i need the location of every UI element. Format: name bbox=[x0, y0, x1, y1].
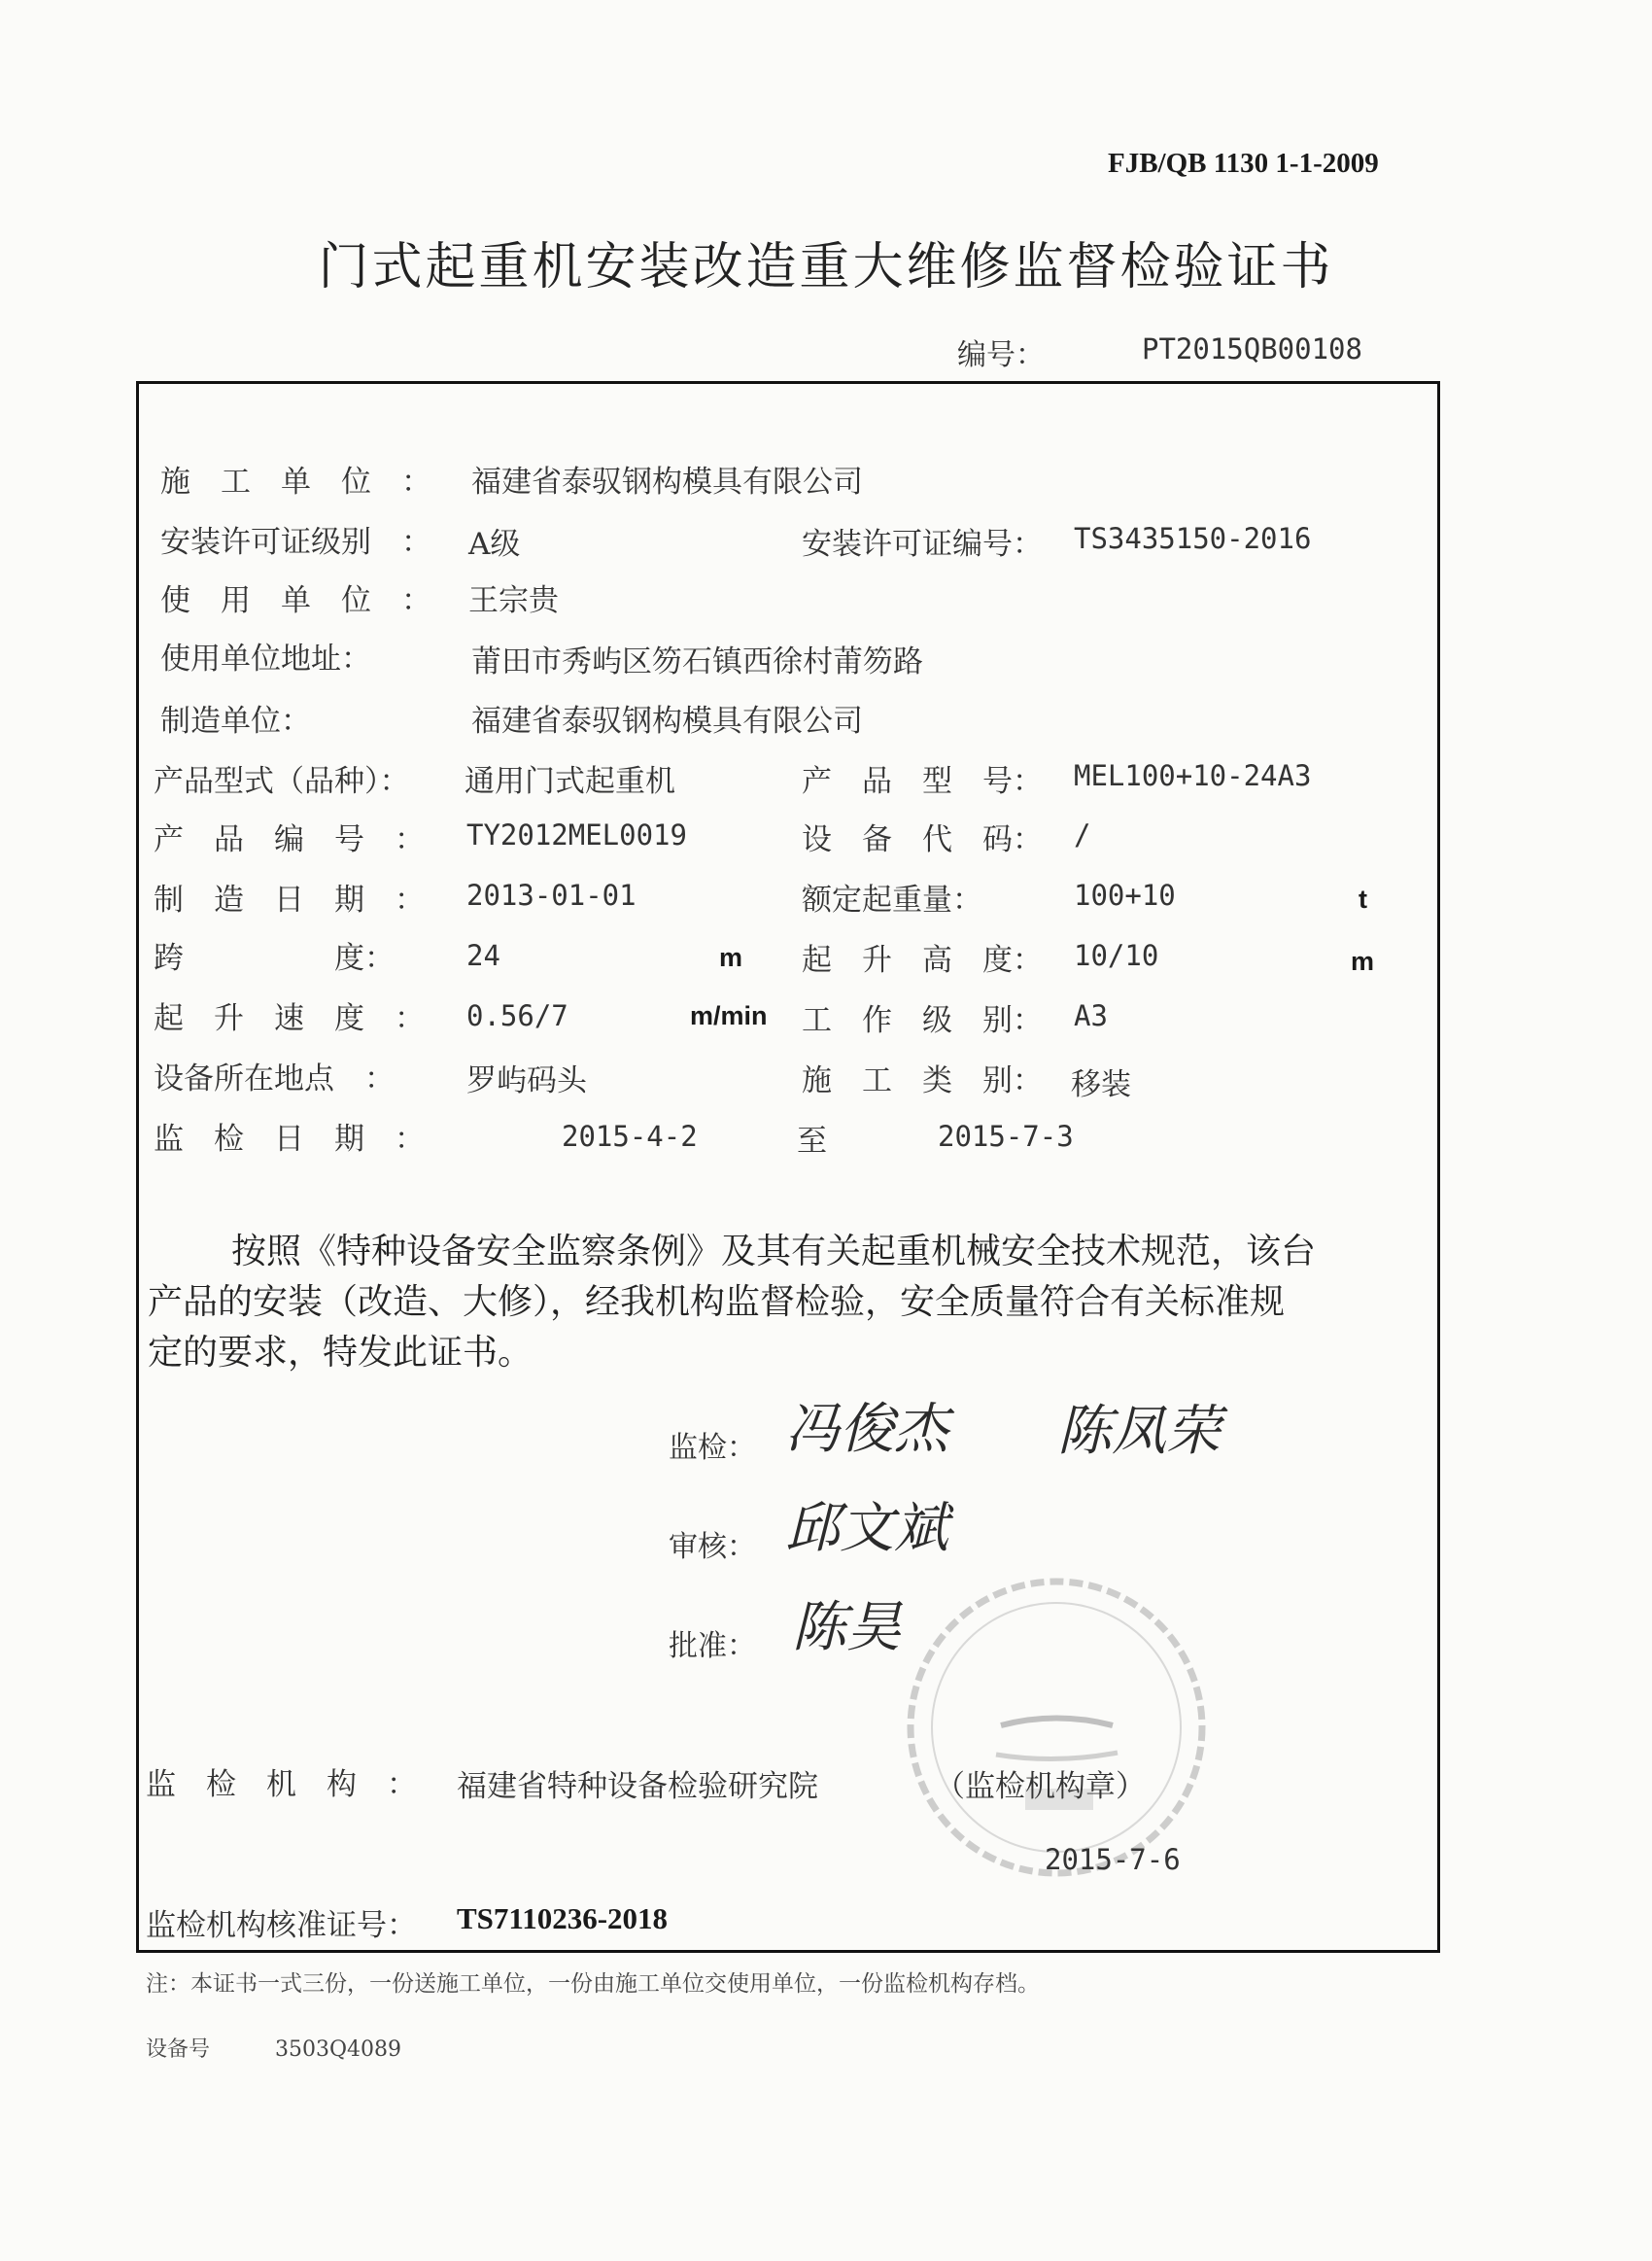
span-value: 24 bbox=[466, 939, 500, 972]
approval-number-label: 监检机构核准证号： bbox=[146, 1908, 417, 1943]
equipment-code-value: / bbox=[1074, 818, 1091, 852]
license-no-value: TS3435150-2016 bbox=[1074, 522, 1312, 555]
reviewer-signature: 邱文斌 bbox=[785, 1497, 948, 1560]
rated-load-value: 100+10 bbox=[1074, 879, 1176, 912]
issue-date: 2015-7-6 bbox=[1045, 1843, 1181, 1876]
lift-speed-label: 起 升 速 度 ： bbox=[154, 1001, 425, 1036]
lift-speed-unit: m/min bbox=[690, 1001, 768, 1030]
manufacture-date-value: 2013-01-01 bbox=[466, 879, 637, 912]
span-unit: m bbox=[719, 943, 743, 972]
certification-statement bbox=[148, 1227, 1421, 1378]
standard-number: FJB/QB 1130 1-1-2009 bbox=[1108, 148, 1379, 179]
location-value: 罗屿码头 bbox=[466, 1063, 587, 1098]
inspect-label: 监检： bbox=[669, 1431, 756, 1465]
product-model-value: MEL100+10-24A3 bbox=[1074, 759, 1312, 792]
lift-height-unit: m bbox=[1351, 947, 1375, 976]
product-type-value: 通用门式起重机 bbox=[465, 764, 675, 799]
product-type-label: 产品型式（品种）： bbox=[154, 764, 410, 799]
institution-label: 监 检 机 构 ： bbox=[146, 1767, 417, 1802]
statement-line: 产品的安装（改造、大修），经我机构监督检验，安全质量符合有关标准规 bbox=[148, 1282, 1286, 1322]
cert-number-label: 编号： bbox=[957, 338, 1045, 372]
cert-number: PT2015QB00108 bbox=[1142, 332, 1362, 365]
inspection-date-to: 2015-7-3 bbox=[938, 1120, 1074, 1153]
inspector-signature-1: 冯俊杰 bbox=[785, 1398, 948, 1461]
lift-speed-value: 0.56/7 bbox=[466, 999, 568, 1032]
license-level-value: A级 bbox=[468, 527, 521, 562]
approver-signature: 陈昊 bbox=[792, 1596, 901, 1659]
product-no-value: TY2012MEL0019 bbox=[466, 818, 687, 852]
location-label: 设备所在地点 ： bbox=[154, 1061, 395, 1096]
manufacturer-value: 福建省泰驭钢构模具有限公司 bbox=[471, 704, 863, 739]
construction-unit-label: 施 工 单 位 ： bbox=[160, 465, 431, 500]
work-class-label: 工 作 级 别： bbox=[802, 1003, 1043, 1038]
user-unit-label: 使 用 单 位 ： bbox=[160, 583, 431, 618]
institution-seal bbox=[899, 1570, 1215, 1886]
product-no-label: 产 品 编 号 ： bbox=[154, 822, 425, 857]
span-label: 跨 度： bbox=[154, 941, 395, 976]
user-address-label: 使用单位地址： bbox=[160, 642, 371, 677]
statement-line: 按照《特种设备安全监察条例》及其有关起重机械安全技术规范，该台 bbox=[231, 1232, 1317, 1271]
page-title: 门式起重机安装改造重大维修监督检验证书 bbox=[318, 238, 1334, 296]
approval-number: TS7110236-2018 bbox=[457, 1901, 669, 1935]
license-level-label: 安装许可证级别 ： bbox=[160, 525, 431, 560]
approve-label: 批准： bbox=[669, 1629, 756, 1663]
equipment-number: 3503Q4089 bbox=[275, 2037, 402, 2062]
inspection-date-to-label: 至 bbox=[797, 1124, 827, 1159]
license-no-label: 安装许可证编号： bbox=[802, 527, 1043, 562]
equipment-code-label: 设 备 代 码： bbox=[802, 822, 1043, 857]
construction-type-value: 移装 bbox=[1071, 1067, 1131, 1102]
manufacture-date-label: 制 造 日 期 ： bbox=[154, 883, 425, 918]
construction-unit-value: 福建省泰驭钢构模具有限公司 bbox=[471, 465, 863, 500]
institution-name: 福建省特种设备检验研究院 bbox=[457, 1769, 818, 1804]
inspection-date-from: 2015-4-2 bbox=[562, 1120, 698, 1153]
lift-height-value: 10/10 bbox=[1074, 939, 1159, 972]
equipment-number-label: 设备号 bbox=[146, 2037, 211, 2062]
user-unit-value: 王宗贵 bbox=[468, 583, 559, 618]
review-label: 审核： bbox=[669, 1530, 756, 1564]
manufacturer-label: 制造单位： bbox=[160, 704, 311, 739]
rated-load-unit: t bbox=[1359, 885, 1367, 914]
seal-note: （监检机构章） bbox=[935, 1769, 1146, 1804]
statement-line: 定的要求，特发此证书。 bbox=[148, 1333, 533, 1373]
construction-type-label: 施 工 类 别： bbox=[802, 1063, 1043, 1098]
user-address-value: 莆田市秀屿区笏石镇西徐村莆笏路 bbox=[471, 644, 923, 679]
inspector-signature-2: 陈凤荣 bbox=[1057, 1400, 1221, 1463]
lift-height-label: 起 升 高 度： bbox=[802, 943, 1043, 978]
product-model-label: 产 品 型 号： bbox=[802, 764, 1043, 799]
work-class-value: A3 bbox=[1074, 999, 1108, 1032]
rated-load-label: 额定起重量： bbox=[802, 883, 982, 918]
equipment-number-line bbox=[146, 2033, 460, 2063]
footnote: 注：本证书一式三份，一份送施工单位，一份由施工单位交使用单位，一份监检机构存档。 bbox=[146, 1971, 1040, 1997]
inspection-date-label: 监 检 日 期 ： bbox=[154, 1122, 425, 1157]
